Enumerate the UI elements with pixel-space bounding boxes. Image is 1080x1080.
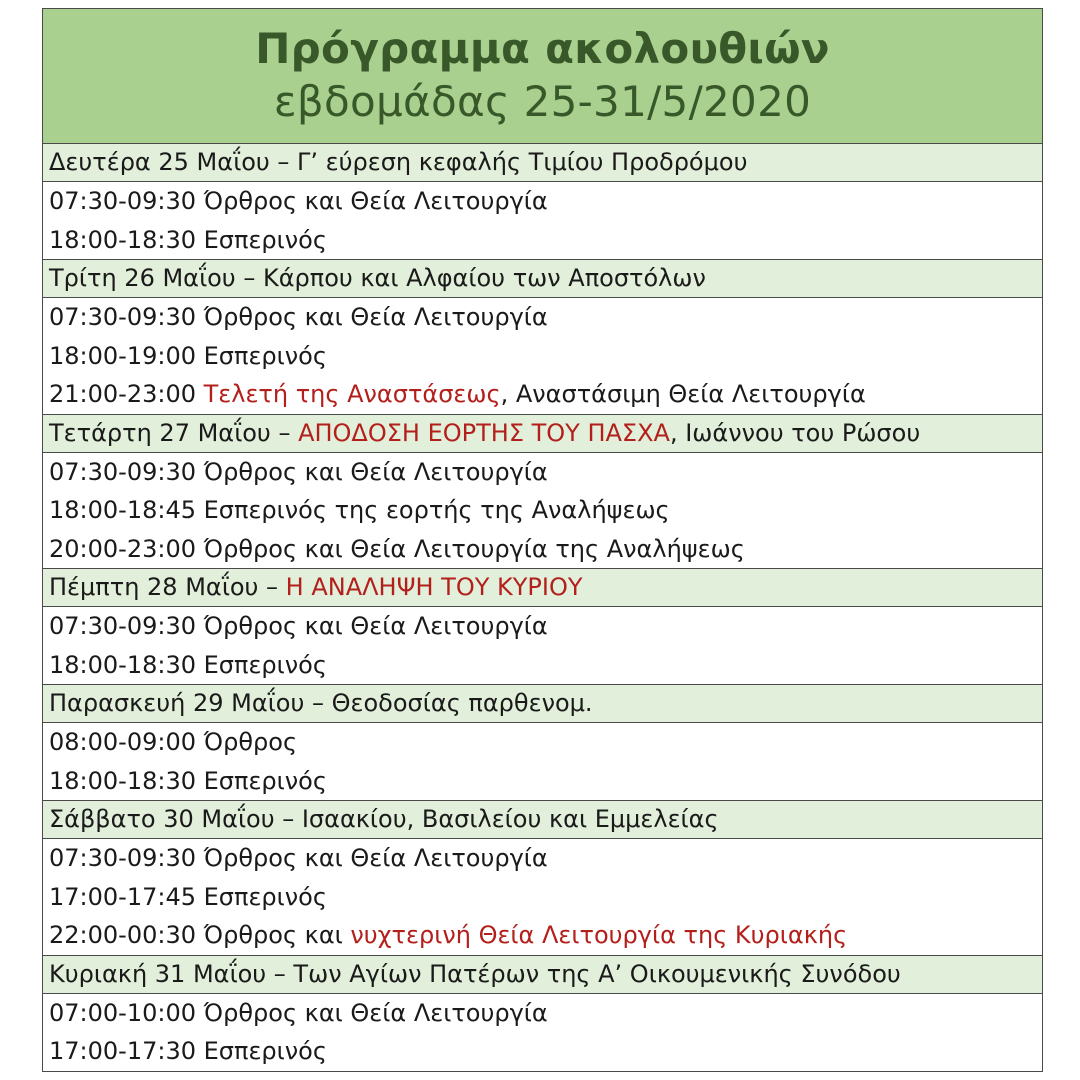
- page-title: Πρόγραμμα ακολουθιών: [255, 24, 830, 73]
- schedule-body: [43, 144, 1042, 1071]
- page-subtitle: εβδομάδας 25-31/5/2020: [273, 77, 812, 126]
- service-line: [49, 878, 1042, 917]
- service-text: , Αναστάσιμη Θεία Λειτουργία: [500, 380, 866, 408]
- services-block: [43, 607, 1042, 685]
- day-header-text: Κυριακή 31 Μαΐου – Των Αγίων Πατέρων της Α’ Οικουμενικής Συνόδου: [49, 959, 901, 988]
- day-header-text: Τρίτη 26 Μαΐου – Κάρπου και Αλφαίου των Αποστόλων: [49, 264, 706, 292]
- service-highlight: νυχτερινή Θεία Λειτουργία της Κυριακής: [350, 921, 848, 949]
- day-header-text: Σάββατο 30 Μαΐου – Ισαακίου, Βασιλείου και Εμμελείας: [49, 805, 719, 833]
- day-header-text: Δευτέρα 25 Μαΐου – Γ’ εύρεση κεφαλής Τιμίου Προδρόμου: [49, 148, 748, 176]
- day-header: [43, 569, 1042, 607]
- feast-highlight: Η ΑΝΑΛΗΨΗ ΤΟΥ ΚΥΡΙΟΥ: [285, 573, 583, 601]
- day-header: [43, 260, 1042, 298]
- service-text: 07:30-09:30 Όρθρος και Θεία Λειτουργία: [49, 457, 548, 486]
- day-header: [43, 801, 1042, 839]
- service-text: 18:00-18:45 Εσπερινός της εορτής της Αναλήψεως: [49, 496, 670, 524]
- services-block: [43, 453, 1042, 570]
- service-line: [49, 916, 1042, 955]
- service-line: [49, 994, 1042, 1033]
- service-text: 18:00-18:30 Εσπερινός: [49, 225, 327, 254]
- services-block: [43, 298, 1042, 415]
- service-line: [49, 453, 1042, 492]
- service-line: [49, 298, 1042, 337]
- service-line: [49, 530, 1042, 569]
- services-block: [43, 839, 1042, 956]
- service-line: [49, 723, 1042, 762]
- schedule-sheet: [42, 8, 1043, 1072]
- service-text: 07:30-09:30 Όρθρος και Θεία Λειτουργία: [49, 303, 548, 331]
- day-header: [43, 956, 1042, 994]
- service-text: 18:00-18:30 Εσπερινός: [49, 650, 327, 679]
- services-block: [43, 182, 1042, 260]
- service-line: [49, 1032, 1042, 1071]
- service-text: 22:00-00:30 Όρθρος και: [49, 921, 351, 949]
- service-text: 18:00-19:00 Εσπερινός: [49, 341, 327, 370]
- day-header: [43, 685, 1042, 723]
- service-text: 21:00-23:00: [49, 380, 204, 408]
- day-header-text: Παρασκευή 29 Μαΐου – Θεοδοσίας παρθενομ.: [49, 689, 593, 717]
- services-block: [43, 994, 1042, 1071]
- schedule-header: [43, 9, 1042, 144]
- service-line: [49, 839, 1042, 878]
- services-block: [43, 723, 1042, 801]
- service-line: [49, 221, 1042, 260]
- day-header-text: Πέμπτη 28 Μαΐου –: [49, 573, 286, 601]
- service-text: 18:00-18:30 Εσπερινός: [49, 766, 327, 795]
- service-text: 17:00-17:30 Εσπερινός: [49, 1037, 327, 1065]
- service-text: 08:00-09:00 Όρθρος: [49, 728, 298, 756]
- service-line: [49, 375, 1042, 414]
- feast-highlight: ΑΠΟΔΟΣΗ ΕΟΡΤΗΣ ΤΟΥ ΠΑΣΧΑ: [298, 418, 670, 447]
- day-header-text: , Ιωάννου του Ρώσου: [669, 418, 921, 447]
- day-header: [43, 144, 1042, 182]
- day-header: [43, 415, 1042, 453]
- day-header-text: Τετάρτη 27 Μαΐου –: [49, 418, 299, 447]
- service-line: [49, 337, 1042, 376]
- service-line: [49, 182, 1042, 221]
- service-line: [49, 762, 1042, 801]
- service-line: [49, 646, 1042, 685]
- service-line: [49, 607, 1042, 646]
- service-text: 07:00-10:00 Όρθρος και Θεία Λειτουργία: [49, 998, 548, 1027]
- service-text: 17:00-17:45 Εσπερινός: [49, 882, 327, 911]
- service-highlight: Τελετή της Αναστάσεως: [203, 380, 501, 408]
- service-text: 07:30-09:30 Όρθρος και Θεία Λειτουργία: [49, 844, 548, 872]
- service-text: 07:30-09:30 Όρθρος και Θεία Λειτουργία: [49, 187, 548, 215]
- service-line: [49, 491, 1042, 530]
- service-text: 07:30-09:30 Όρθρος και Θεία Λειτουργία: [49, 612, 548, 640]
- service-text: 20:00-23:00 Όρθρος και Θεία Λειτουργία της Αναλήψεως: [49, 534, 745, 563]
